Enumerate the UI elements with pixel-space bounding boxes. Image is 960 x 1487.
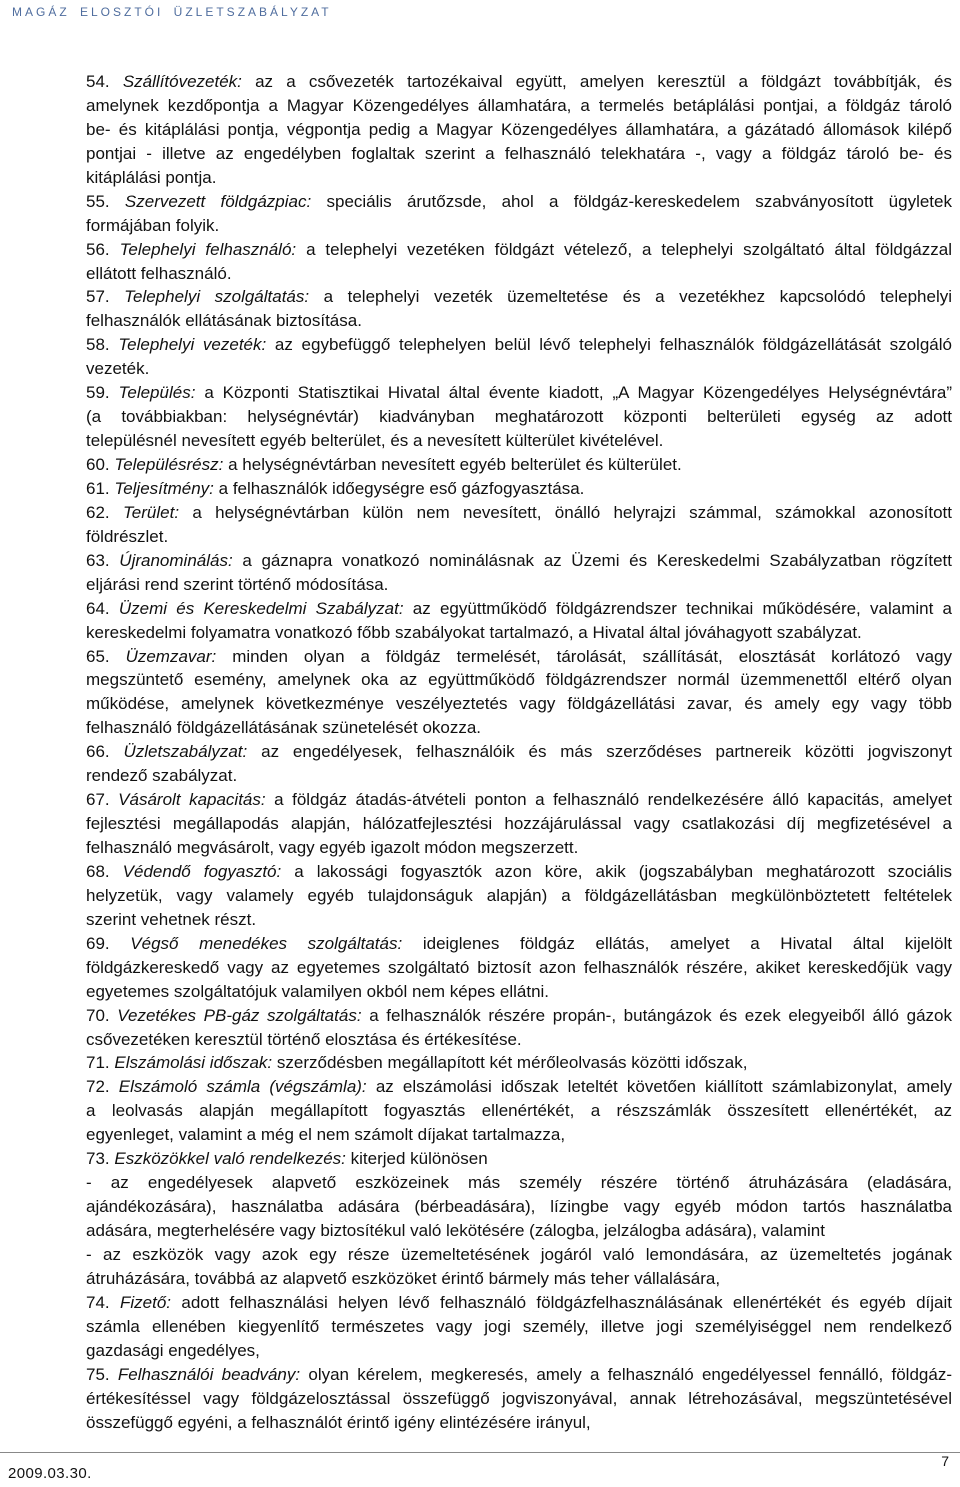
line-text: megszüntető esemény, amelynek oka az együttműködő földgázrendszer normál üzemmenettől eltérő olyan [86, 670, 952, 690]
definition-item [86, 1147, 952, 1291]
text-line [86, 1171, 952, 1195]
definition-item [86, 70, 952, 190]
item-number: 58. [86, 335, 110, 355]
line-text: számla ellenében kiegyenlítő természetes vagy jogi személy, illetve jogi személyiséggel nem rendelkező [86, 1316, 952, 1336]
definition-item [86, 740, 952, 788]
text-line [86, 309, 952, 333]
item-number: 59. [86, 383, 110, 403]
item-term: Telephelyi szolgáltatás: [124, 287, 310, 307]
line-text: a földgáz átadás-átvételi ponton a felhasználó rendelkezésére álló kapacitás, amelyet [274, 790, 952, 810]
item-number: 64. [86, 598, 110, 618]
item-term: Végső menedékes szolgáltatás: [130, 933, 403, 953]
text-line [86, 94, 952, 118]
line-text: településnél nevesített egyéb belterület, és a nevesített külterület kivételével. [86, 431, 664, 451]
text-line [86, 573, 952, 597]
line-text: a Központi Statisztikai Hivatal által évente kiadott, „A Magyar Közengedélyes Helységnévtára” [204, 383, 952, 403]
item-term: Üzemi és Kereskedelmi Szabályzat: [118, 598, 404, 618]
text-line [86, 1219, 952, 1243]
text-line [86, 405, 952, 429]
text-line [86, 932, 952, 956]
line-text: szerződésben megállapított két mérőleolvasás közötti időszak, [276, 1053, 748, 1073]
line-text: - az eszközök vagy azok egy része üzemeltetésének jogáról való lemondására, az üzemeltetés jogának [86, 1244, 952, 1264]
text-line [86, 860, 952, 884]
line-text: az a csővezeték tartozékaival együtt, amelyen keresztül a földgázt továbbítják, és [255, 72, 952, 91]
definition-sub-item [86, 1171, 952, 1243]
line-text: fejlesztési megállapodás alapján, hálózatfejlesztési hozzájárulással vagy csatlakozási díj megfizetésével a [86, 814, 952, 834]
line-text: a leolvasás alapján megállapított fogyasztás ellenértékét, a részszámlák összesített ellenértékét, az [86, 1101, 952, 1121]
running-header: MAGÁZ ELOSZTÓI ÜZLETSZABÁLYZAT [12, 5, 332, 19]
definition-item [86, 1363, 952, 1435]
text-line [86, 1123, 952, 1147]
line-text: rendező szabályzat. [86, 766, 238, 786]
text-line [86, 549, 952, 573]
line-text: olyan kérelem, megkeresés, amely a felhasználó engedélyessel fennálló, földgáz- [308, 1364, 952, 1384]
item-term: Telephelyi felhasználó: [119, 239, 297, 259]
line-text: a lakossági fogyasztók azon köre, akik (jogszabályban meghatározott szociális [294, 861, 953, 881]
text-line [86, 836, 952, 860]
line-text: ideiglenes földgáz ellátás, amelyet a Hivatal által kijelölt [422, 933, 952, 953]
item-number: 55. [86, 191, 110, 211]
line-text: pontjai - illetve az engedélyben foglaltak szerint a felhasználó telekhatára -, vagy a földgáz tároló be- és [86, 143, 952, 163]
item-number: 60. [86, 455, 110, 474]
line-text: a telephelyi vezeték üzemeltetése és a vezetékhez kapcsolódó telephelyi [323, 287, 952, 307]
text-line [86, 1147, 952, 1171]
text-line [86, 1267, 952, 1291]
line-text: amelynek kezdőpontja a Magyar Közengedélyes államhatára, a termelés betáplálási pontjai, a földgáz tároló [86, 95, 952, 115]
text-line [86, 740, 952, 764]
item-number: 54. [86, 72, 110, 91]
item-number: 66. [86, 742, 110, 762]
item-term: Településrész: [114, 455, 224, 474]
text-line [86, 764, 952, 788]
definition-item [86, 1051, 952, 1075]
item-term: Vásárolt kapacitás: [118, 790, 266, 810]
line-text: a telephelyi vezetéken földgázt vételező, a telephelyi szolgáltató által földgázzal [306, 239, 952, 259]
definition-item [86, 238, 952, 286]
definition-item [86, 190, 952, 238]
page-number: 7 [941, 1453, 949, 1469]
item-term: Vezetékes PB-gáz szolgáltatás: [117, 1005, 362, 1025]
line-text: az elszámolási időszak leteltét követően kiállított számlabizonylat, amely [375, 1077, 952, 1097]
definition-item [86, 1004, 952, 1052]
text-line [86, 1195, 952, 1219]
definition-item [86, 549, 952, 597]
line-text: az egybefüggő telephelyen belül lévő telephelyi felhasználók földgázellátását szolgáló [274, 335, 952, 355]
line-text: a helységnévtárban külön nem nevesített, önálló helyrajzi számmal, számokkal azonosított [192, 502, 952, 522]
line-text: a helységnévtárban nevesített egyéb belterület és külterület. [228, 455, 682, 474]
definition-item [86, 1291, 952, 1363]
text-line [86, 453, 952, 477]
definitions-list [86, 70, 952, 1434]
definition-item [86, 333, 952, 381]
line-text: kitáplálási pontja. [86, 167, 217, 187]
line-text: működése, amelynek következménye veszélyeztetés vagy földgázellátási zavar, és amely egy vagy több [86, 694, 952, 714]
item-term: Település: [118, 383, 196, 403]
definition-item [86, 501, 952, 549]
item-number: 63. [86, 550, 110, 570]
footer-date: 2009.03.30. [8, 1465, 92, 1482]
item-number: 72. [86, 1077, 110, 1097]
text-line [86, 166, 952, 190]
definition-item [86, 453, 952, 477]
text-line [86, 1339, 952, 1363]
text-line [86, 1075, 952, 1099]
definition-item [86, 1075, 952, 1147]
text-line [86, 597, 952, 621]
item-number: 71. [86, 1053, 110, 1073]
line-text: felhasználók ellátásának biztosítása. [86, 311, 362, 331]
definition-item [86, 597, 952, 645]
item-term: Eszközökkel való rendelkezés: [114, 1149, 346, 1169]
line-text: egyetemes szolgáltatójuk valamilyen okból nem képes ellátni. [86, 981, 550, 1001]
text-line [86, 1051, 952, 1075]
line-text: speciális árutőzsde, ahol a földgáz-kereskedelem szabványosított ügyletek [326, 191, 952, 211]
definition-item [86, 477, 952, 501]
definition-item [86, 381, 952, 453]
text-line [86, 716, 952, 740]
definition-item [86, 645, 952, 741]
item-number: 75. [86, 1364, 110, 1384]
item-number: 61. [86, 478, 110, 498]
text-line [86, 812, 952, 836]
item-term: Telephelyi vezeték: [118, 335, 267, 355]
definition-item [86, 285, 952, 333]
text-line [86, 1243, 952, 1267]
text-line [86, 262, 952, 286]
line-text: felhasználó földgázellátásának szünetelését okozza. [86, 718, 482, 738]
item-number: 67. [86, 790, 110, 810]
line-text: adott felhasználási helyen lévő felhasználó földgázfelhasználásának ellenértékét és egyéb díjait [181, 1292, 952, 1312]
text-line [86, 788, 952, 812]
line-text: ellátott felhasználó. [86, 263, 232, 283]
item-term: Üzletszabályzat: [123, 742, 248, 762]
text-line [86, 285, 952, 309]
text-line [86, 1387, 952, 1411]
text-line [86, 238, 952, 262]
item-number: 74. [86, 1292, 110, 1312]
text-line [86, 429, 952, 453]
text-line [86, 142, 952, 166]
line-text: adására, megterhelésére vagy biztosítékul való lekötésére (zálogba, jelzálogba adására), valamint [86, 1221, 825, 1240]
item-number: 68. [86, 861, 110, 881]
item-term: Szervezett földgázpiac: [124, 191, 312, 211]
text-line [86, 1028, 952, 1052]
text-line [86, 884, 952, 908]
item-term: Védendő fogyasztó: [122, 861, 282, 881]
line-text: átruházására, továbbá az alapvető eszközöket érintő bármely más teher vállalására, [86, 1268, 721, 1288]
item-term: Üzemzavar: [125, 646, 217, 666]
footer-rule [0, 1452, 960, 1453]
line-text: gazdasági engedélyes, [86, 1340, 260, 1360]
line-text: földgázkereskedő vagy az egyetemes szolgáltató biztosít azon felhasználók részére, akiket kereskedőjük vagy [86, 957, 952, 977]
definition-item [86, 860, 952, 932]
text-line [86, 501, 952, 525]
text-line [86, 1004, 952, 1028]
line-text: csővezetéken keresztül történő elosztása és értékesítése. [86, 1029, 522, 1049]
item-number: 56. [86, 239, 110, 259]
text-line [86, 980, 952, 1004]
item-number: 57. [86, 287, 110, 307]
text-line [86, 333, 952, 357]
line-text: formájában folyik. [86, 215, 220, 235]
line-text: eljárási rend szerint történő módosítása. [86, 574, 389, 594]
item-number: 69. [86, 933, 110, 953]
item-term: Szállítóvezeték: [122, 72, 242, 91]
line-text: minden olyan a földgáz termelését, tárolását, szállítását, elosztását korlátozó vagy [232, 646, 952, 666]
item-number: 70. [86, 1005, 110, 1025]
text-line [86, 1099, 952, 1123]
line-text: kiterjed különösen [350, 1149, 488, 1169]
text-line [86, 477, 952, 501]
text-line [86, 70, 952, 94]
text-line [86, 357, 952, 381]
item-number: 73. [86, 1149, 110, 1169]
text-line [86, 908, 952, 932]
text-line [86, 1291, 952, 1315]
line-text: az engedélyesek, felhasználóik és más szerződéses partnereik közötti jogviszonyt [261, 742, 952, 762]
text-line [86, 1363, 952, 1387]
text-line [86, 190, 952, 214]
line-text: (a továbbiakban: helységnévtár) kiadványban meghatározott központi belterületi egység az adott [86, 407, 952, 427]
definition-item [86, 788, 952, 860]
text-line [86, 381, 952, 405]
text-line [86, 525, 952, 549]
item-number: 65. [86, 646, 110, 666]
line-text: értékesítéssel vagy földgázelosztással összefüggő jogviszonyával, annak létrehozásával, megszüntetésével [86, 1388, 952, 1408]
line-text: egyenleget, valamint a még el nem számolt díjakat tartalmazza, [86, 1125, 566, 1145]
item-term: Felhasználói beadvány: [117, 1364, 301, 1384]
line-text: - az engedélyesek alapvető eszközeinek más személy részére történő átruházására (eladására, [86, 1173, 952, 1193]
line-text: a gáznapra vonatkozó nominálásnak az Üzemi és Kereskedelmi Szabályzatban rögzített [242, 550, 952, 570]
definition-item [86, 932, 952, 1004]
line-text: összefüggő egyéni, a felhasználót érintő igény elintézésére irányul, [86, 1412, 591, 1432]
text-line [86, 645, 952, 669]
line-text: a felhasználók időegységre eső gázfogyasztása. [218, 478, 585, 498]
line-text: kereskedelmi folyamatra vonatkozó főbb szabályokat tartalmazó, a Hivatal által jóváhagyott szabályzat. [86, 622, 862, 642]
line-text: a felhasználók részére propán-, butángázok és ezek elegyeiből álló gázok [369, 1005, 952, 1025]
line-text: ajándékozására), használatba adására (bérbeadására), lízingbe vagy egyéb módon tartós használatba [86, 1197, 952, 1217]
line-text: szerint vehetnek részt. [86, 909, 257, 929]
text-line [86, 956, 952, 980]
item-term: Újranominálás: [119, 550, 233, 570]
item-term: Elszámoló számla (végszámla): [118, 1077, 367, 1097]
text-line [86, 118, 952, 142]
definition-sub-item [86, 1243, 952, 1291]
line-text: helyzetük, vagy valamely egyéb tulajdonságuk alapján) a földgázellátásban megkülönböztetett feltételek [86, 885, 952, 905]
item-term: Terület: [122, 502, 180, 522]
text-line [86, 214, 952, 238]
line-text: földrészlet. [86, 526, 169, 546]
line-text: be- és kitáplálási pontja, végpontja pedig a Magyar Közengedélyes államhatára, a gázátadó állomások kilépő [86, 119, 952, 139]
text-line [86, 692, 952, 716]
line-text: vezeték. [86, 359, 150, 379]
item-term: Teljesítmény: [114, 478, 214, 498]
item-term: Elszámolási időszak: [114, 1053, 273, 1073]
text-line [86, 668, 952, 692]
text-line [86, 621, 952, 645]
text-line [86, 1315, 952, 1339]
text-line [86, 1411, 952, 1435]
item-term: Fizető: [119, 1292, 172, 1312]
line-text: felhasználó megvásárolt, vagy egyéb igazolt módon megszerzett. [86, 838, 579, 857]
item-number: 62. [86, 502, 110, 522]
line-text: az együttműködő földgázrendszer technikai működésére, valamint a [412, 598, 952, 618]
